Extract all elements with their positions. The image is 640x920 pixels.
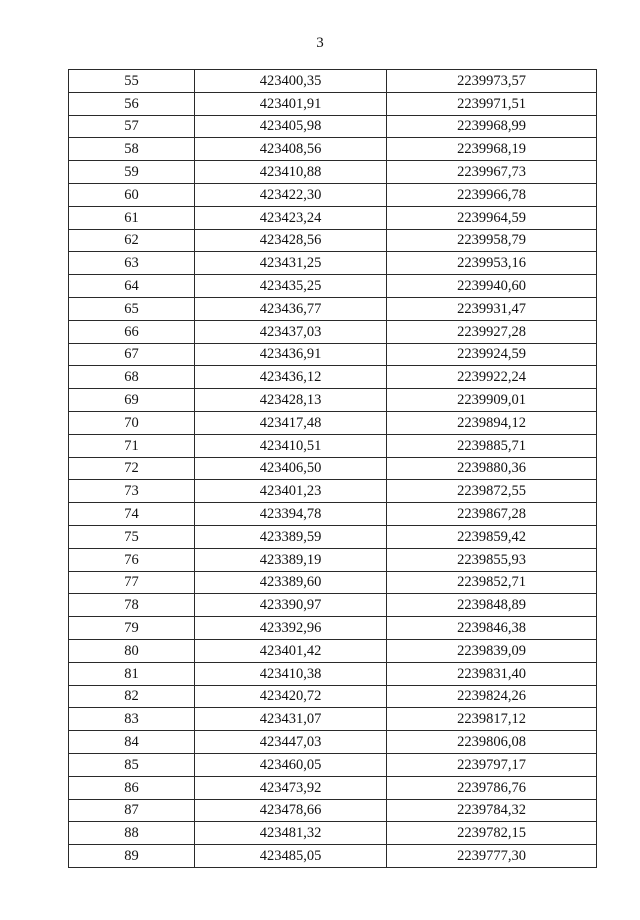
table-row [69, 297, 597, 320]
point-number-cell: 67 [69, 343, 195, 366]
point-number-cell: 88 [69, 822, 195, 845]
x-coordinate-cell: 423428,56 [195, 229, 387, 252]
y-coordinate-cell: 2239973,57 [387, 70, 597, 93]
point-number-cell: 71 [69, 434, 195, 457]
x-coordinate-cell: 423410,51 [195, 434, 387, 457]
table-row [69, 70, 597, 93]
point-number-cell: 70 [69, 411, 195, 434]
point-number-cell: 62 [69, 229, 195, 252]
x-coordinate-cell: 423410,88 [195, 161, 387, 184]
point-number-cell: 72 [69, 457, 195, 480]
y-coordinate-cell: 2239971,51 [387, 92, 597, 115]
table-row [69, 366, 597, 389]
table-row [69, 343, 597, 366]
y-coordinate-cell: 2239831,40 [387, 662, 597, 685]
x-coordinate-cell: 423400,35 [195, 70, 387, 93]
x-coordinate-cell: 423389,60 [195, 571, 387, 594]
y-coordinate-cell: 2239855,93 [387, 548, 597, 571]
y-coordinate-cell: 2239872,55 [387, 480, 597, 503]
y-coordinate-cell: 2239967,73 [387, 161, 597, 184]
x-coordinate-cell: 423420,72 [195, 685, 387, 708]
table-row [69, 252, 597, 275]
table-row [69, 183, 597, 206]
x-coordinate-cell: 423392,96 [195, 617, 387, 640]
y-coordinate-cell: 2239931,47 [387, 297, 597, 320]
y-coordinate-cell: 2239968,99 [387, 115, 597, 138]
x-coordinate-cell: 423389,19 [195, 548, 387, 571]
y-coordinate-cell: 2239966,78 [387, 183, 597, 206]
x-coordinate-cell: 423401,23 [195, 480, 387, 503]
y-coordinate-cell: 2239922,24 [387, 366, 597, 389]
x-coordinate-cell: 423401,42 [195, 639, 387, 662]
point-number-cell: 65 [69, 297, 195, 320]
point-number-cell: 64 [69, 275, 195, 298]
y-coordinate-cell: 2239848,89 [387, 594, 597, 617]
table-row [69, 708, 597, 731]
y-coordinate-cell: 2239797,17 [387, 753, 597, 776]
coordinates-table [68, 69, 597, 868]
point-number-cell: 81 [69, 662, 195, 685]
y-coordinate-cell: 2239909,01 [387, 389, 597, 412]
table-row [69, 457, 597, 480]
table-row [69, 411, 597, 434]
x-coordinate-cell: 423390,97 [195, 594, 387, 617]
x-coordinate-cell: 423485,05 [195, 845, 387, 868]
y-coordinate-cell: 2239786,76 [387, 776, 597, 799]
y-coordinate-cell: 2239867,28 [387, 503, 597, 526]
point-number-cell: 75 [69, 525, 195, 548]
table-row [69, 662, 597, 685]
point-number-cell: 84 [69, 731, 195, 754]
point-number-cell: 61 [69, 206, 195, 229]
point-number-cell: 76 [69, 548, 195, 571]
point-number-cell: 68 [69, 366, 195, 389]
table-row [69, 822, 597, 845]
y-coordinate-cell: 2239784,32 [387, 799, 597, 822]
table-row [69, 229, 597, 252]
y-coordinate-cell: 2239940,60 [387, 275, 597, 298]
table-row [69, 617, 597, 640]
point-number-cell: 77 [69, 571, 195, 594]
y-coordinate-cell: 2239852,71 [387, 571, 597, 594]
y-coordinate-cell: 2239824,26 [387, 685, 597, 708]
table-row [69, 92, 597, 115]
x-coordinate-cell: 423401,91 [195, 92, 387, 115]
x-coordinate-cell: 423436,77 [195, 297, 387, 320]
table-row [69, 799, 597, 822]
point-number-cell: 66 [69, 320, 195, 343]
y-coordinate-cell: 2239927,28 [387, 320, 597, 343]
point-number-cell: 58 [69, 138, 195, 161]
table-row [69, 161, 597, 184]
point-number-cell: 85 [69, 753, 195, 776]
table-row [69, 639, 597, 662]
y-coordinate-cell: 2239885,71 [387, 434, 597, 457]
coordinates-table-body [69, 70, 597, 868]
page-number: 3 [316, 35, 324, 51]
y-coordinate-cell: 2239817,12 [387, 708, 597, 731]
table-row [69, 571, 597, 594]
y-coordinate-cell: 2239846,38 [387, 617, 597, 640]
y-coordinate-cell: 2239806,08 [387, 731, 597, 754]
table-row [69, 685, 597, 708]
table-row [69, 275, 597, 298]
y-coordinate-cell: 2239968,19 [387, 138, 597, 161]
x-coordinate-cell: 423478,66 [195, 799, 387, 822]
table-row [69, 389, 597, 412]
table-row [69, 594, 597, 617]
table-row [69, 138, 597, 161]
y-coordinate-cell: 2239839,09 [387, 639, 597, 662]
table-row [69, 548, 597, 571]
point-number-cell: 57 [69, 115, 195, 138]
point-number-cell: 74 [69, 503, 195, 526]
x-coordinate-cell: 423422,30 [195, 183, 387, 206]
point-number-cell: 59 [69, 161, 195, 184]
point-number-cell: 63 [69, 252, 195, 275]
point-number-cell: 69 [69, 389, 195, 412]
y-coordinate-cell: 2239782,15 [387, 822, 597, 845]
y-coordinate-cell: 2239859,42 [387, 525, 597, 548]
point-number-cell: 83 [69, 708, 195, 731]
table-row [69, 503, 597, 526]
x-coordinate-cell: 423435,25 [195, 275, 387, 298]
table-row [69, 731, 597, 754]
point-number-cell: 56 [69, 92, 195, 115]
x-coordinate-cell: 423447,03 [195, 731, 387, 754]
table-row [69, 206, 597, 229]
x-coordinate-cell: 423431,25 [195, 252, 387, 275]
x-coordinate-cell: 423437,03 [195, 320, 387, 343]
point-number-cell: 86 [69, 776, 195, 799]
point-number-cell: 87 [69, 799, 195, 822]
point-number-cell: 79 [69, 617, 195, 640]
point-number-cell: 73 [69, 480, 195, 503]
table-row [69, 434, 597, 457]
x-coordinate-cell: 423417,48 [195, 411, 387, 434]
point-number-cell: 60 [69, 183, 195, 206]
x-coordinate-cell: 423428,13 [195, 389, 387, 412]
y-coordinate-cell: 2239953,16 [387, 252, 597, 275]
x-coordinate-cell: 423389,59 [195, 525, 387, 548]
table-row [69, 480, 597, 503]
x-coordinate-cell: 423394,78 [195, 503, 387, 526]
point-number-cell: 80 [69, 639, 195, 662]
point-number-cell: 55 [69, 70, 195, 93]
y-coordinate-cell: 2239880,36 [387, 457, 597, 480]
y-coordinate-cell: 2239894,12 [387, 411, 597, 434]
table-row [69, 115, 597, 138]
point-number-cell: 82 [69, 685, 195, 708]
x-coordinate-cell: 423460,05 [195, 753, 387, 776]
x-coordinate-cell: 423408,56 [195, 138, 387, 161]
y-coordinate-cell: 2239924,59 [387, 343, 597, 366]
x-coordinate-cell: 423481,32 [195, 822, 387, 845]
x-coordinate-cell: 423405,98 [195, 115, 387, 138]
y-coordinate-cell: 2239777,30 [387, 845, 597, 868]
x-coordinate-cell: 423410,38 [195, 662, 387, 685]
x-coordinate-cell: 423423,24 [195, 206, 387, 229]
x-coordinate-cell: 423431,07 [195, 708, 387, 731]
x-coordinate-cell: 423436,12 [195, 366, 387, 389]
table-row [69, 776, 597, 799]
table-row [69, 845, 597, 868]
y-coordinate-cell: 2239964,59 [387, 206, 597, 229]
point-number-cell: 89 [69, 845, 195, 868]
table-row [69, 320, 597, 343]
x-coordinate-cell: 423436,91 [195, 343, 387, 366]
table-row [69, 525, 597, 548]
x-coordinate-cell: 423406,50 [195, 457, 387, 480]
y-coordinate-cell: 2239958,79 [387, 229, 597, 252]
x-coordinate-cell: 423473,92 [195, 776, 387, 799]
table-row [69, 753, 597, 776]
point-number-cell: 78 [69, 594, 195, 617]
